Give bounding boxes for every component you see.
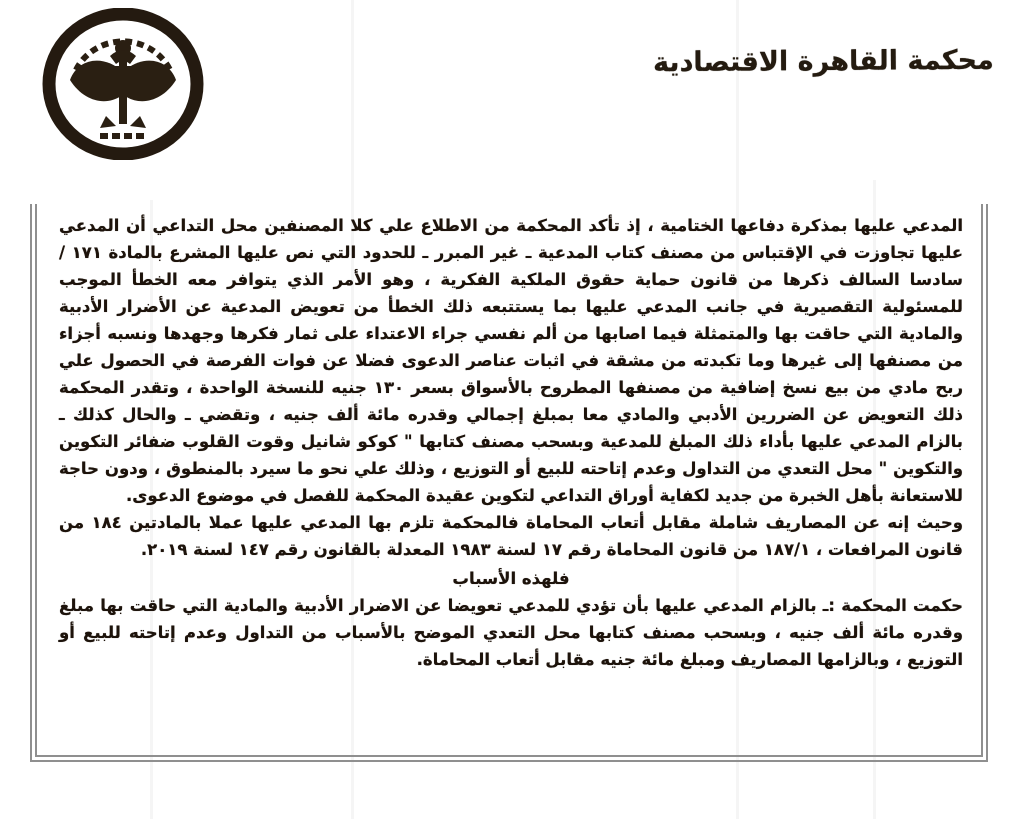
- page-title: محكمة القاهرة الاقتصادية: [653, 44, 995, 79]
- court-seal: [40, 8, 206, 160]
- eagle-emblem-icon: [40, 8, 206, 160]
- judgment-ruling-paragraph: حكمت المحكمة :ـ بالزام المدعي عليها بأن تؤدي للمدعي تعويضا عن الاضرار الأدبية والمادية التي حاقت بها مبلغ وقدره مائة ألف جنيه ، وبسحب مصنف كتابها محل التعدي الموضح بالأسباب من التداول وعدم إتاحته للبيع أو التوزيع ، وبالزامها المصاريف ومبلغ مائة جنيه مقابل أتعاب المحاماة.: [59, 596, 963, 669]
- reasons-heading: فلهذه الأسباب: [452, 569, 570, 588]
- judgment-merits-paragraph: المدعي عليها بمذكرة دفاعها الختامية ، إذ تأكد المحكمة من الاطلاع علي كلا المصنفين محل التداعي أن المدعي عليها تجاوزت في الإقتباس من مصنف كتاب المدعية ـ غير المبرر ـ للحدود التي نص عليها المشرع بالمادة ١٧١ / سادسا السالف ذكرها من قانون حماية حقوق الملكية الفكرية ، وهو الأمر الذي يتوافر معه الخطأ الموجب للمسئولية التقصيرية في جانب المدعي عليها بما يستتبعه ذلك الخطأ من تعويض المدعية عن الأضرار الأدبية والمادية التي حاقت بها والمتمثلة فيما اصابها من ألم نفسي جراء الاعتداء على ثمار فكرها وجهدها ونسبه أجزاء من مصنفها إلى غيرها وما تكبدته من مشقة في اثبات عناصر الدعوى فضلا عن فوات الفرصة في الحصول علي ربح مادي من بيع نسخ إضافية من مصنفها المطروح بالأسواق بسعر ١٣٠ جنيه للنسخة الواحدة ، وتقدر المحكمة ذلك التعويض عن الضررين الأدبي والمادي معا بمبلغ إجمالي وقدره مائة ألف جنيه ، وتقضي ـ والحال كذلك ـ بالزام المدعي عليها بأداء ذلك المبلغ للمدعية وبسحب مصنف كتابها " كوكو شانيل وقوت القلوب ضفائر التكوين والتكوين " محل التعدي من التداول وعدم إتاحته للبيع أو التوزيع ، وذلك علي نحو ما سيرد بالمنطوق ، ودون حاجة للاستعانة بأهل الخبرة من جديد لكفاية أوراق التداعي لتكوين عقيدة المحكمة للفصل في موضوع الدعوى.: [59, 216, 963, 505]
- judgment-text-box: [30, 204, 988, 762]
- judgment-costs-paragraph: وحيث إنه عن المصاريف شاملة مقابل أتعاب المحاماة فالمحكمة تلزم بها المدعي عليها عملا بالمادتين ١٨٤ من قانون المرافعات ، ١٨٧/١ من قانون المحاماة رقم ١٧ لسنة ١٩٨٣ المعدلة بالقانون رقم ١٤٧ لسنة ٢٠١٩.: [59, 513, 963, 559]
